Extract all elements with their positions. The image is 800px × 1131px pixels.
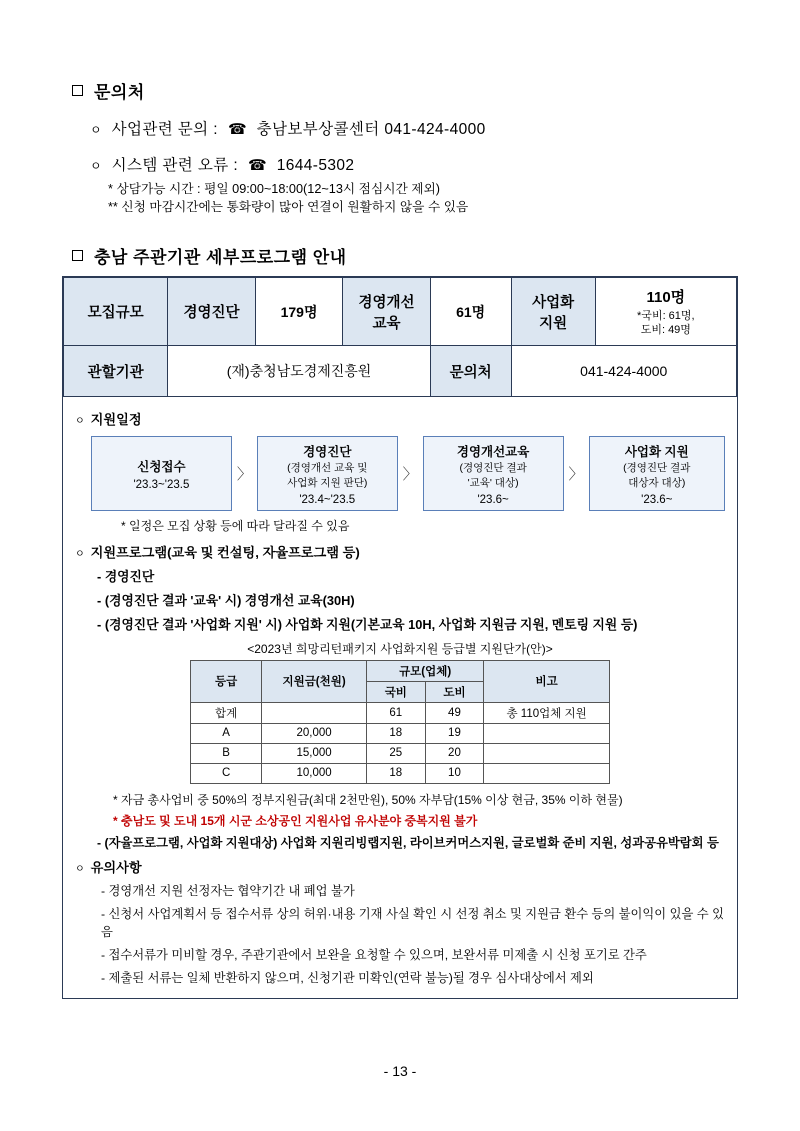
circle-bullet-icon: ㅇ bbox=[75, 416, 85, 428]
flow-step-2 bbox=[257, 436, 398, 510]
caution-title-row bbox=[75, 857, 725, 876]
grade-col-note: 비고 bbox=[484, 660, 610, 702]
grade-row-1-dobi: 19 bbox=[425, 723, 484, 743]
grade-row-3-amount: 10,000 bbox=[262, 763, 367, 783]
program-heading-label: 충남 주관기관 세부프로그램 안내 bbox=[94, 247, 347, 267]
grade-row-2-amount: 15,000 bbox=[262, 743, 367, 763]
grade-col-amount: 지원금(천원) bbox=[262, 660, 367, 702]
caution-item-3: - 접수서류가 미비할 경우, 주관기관에서 보완을 요청할 수 있으며, 보완서류 미제출 시 신청 포기로 간주 bbox=[101, 947, 647, 962]
flow-step-1-date: '23.3~'23.5 bbox=[133, 479, 190, 492]
square-bullet-icon bbox=[72, 250, 83, 261]
contact-heading-label: 문의처 bbox=[94, 83, 145, 102]
cell-diagnosis-count: 179명 bbox=[255, 277, 342, 346]
program-summary-table bbox=[63, 277, 737, 398]
contact-heading bbox=[72, 78, 738, 103]
cell-contact-value: 041-424-4000 bbox=[511, 346, 736, 397]
grade-row-1-grade: A bbox=[191, 723, 262, 743]
grade-row-2-gukbi: 25 bbox=[366, 743, 425, 763]
grade-col-grade: 등급 bbox=[191, 660, 262, 702]
contact-note-1: * 상담가능 시간 : 평일 09:00~18:00(12~13시 점심시간 제외) bbox=[108, 182, 440, 196]
caution-title: 유의사항 bbox=[90, 859, 142, 875]
support-star-note: * 자금 총사업비 중 50%의 정부지원금(최대 2천만원), 50% 자부담(15% 이상 현금, 35% 이하 현물) bbox=[113, 792, 623, 807]
table-row bbox=[64, 346, 737, 397]
flow-step-4-date: '23.6~ bbox=[641, 493, 673, 506]
square-bullet-icon bbox=[72, 85, 83, 96]
page-number: - 13 - bbox=[383, 1063, 417, 1079]
flow-arrow-icon: 〉 bbox=[402, 466, 418, 484]
contact-line-1 bbox=[90, 117, 738, 139]
support-autonomous: - (자율프로그램, 사업화 지원대상) 사업화 지원리빙랩지원, 라이브커머스지원, 글로벌화 준비 지원, 성과공유박람회 등 bbox=[97, 835, 719, 850]
grade-table bbox=[190, 660, 610, 784]
caution-item-4: - 제출된 서류는 일체 반환하지 않으며, 신청기관 미확인(연락 불능)될 경우 심사대상에서 제외 bbox=[101, 970, 594, 985]
table-row bbox=[191, 743, 610, 763]
grade-row-3-note bbox=[484, 763, 610, 783]
schedule-title-row bbox=[75, 409, 725, 428]
contact-notes bbox=[108, 180, 738, 217]
flow-step-2-sub: (경영개선 교육 및 사업화 지원 판단) bbox=[287, 462, 368, 489]
table-header-row bbox=[191, 660, 610, 681]
program-heading bbox=[72, 243, 738, 268]
support-star-note-red: * 충남도 및 도내 15개 시군 소상공인 지원사업 유사분야 중복지원 불가 bbox=[113, 813, 478, 828]
grade-row-0-gukbi: 61 bbox=[366, 702, 425, 723]
grade-row-1-gukbi: 18 bbox=[366, 723, 425, 743]
grade-row-0-dobi: 49 bbox=[425, 702, 484, 723]
cell-commercialization-label: 사업화 지원 bbox=[511, 277, 595, 346]
flow-step-4-title: 사업화 지원 bbox=[624, 445, 689, 460]
table-row bbox=[191, 702, 610, 723]
grade-col-scale: 규모(업체) bbox=[366, 660, 483, 681]
caution-item-2: - 신청서 사업계획서 등 접수서류 상의 허위·내용 기재 사실 확인 시 선정 취소 및 지원금 환수 등의 불이익이 있을 수 있음 bbox=[101, 906, 724, 939]
flow-step-1 bbox=[91, 436, 232, 510]
cell-diagnosis-label: 경영진단 bbox=[168, 277, 255, 346]
grade-row-0-grade: 합계 bbox=[191, 702, 262, 723]
cell-education-label: 경영개선 교육 bbox=[343, 277, 430, 346]
support-item-3: - (경영진단 결과 '사업화 지원' 시) 사업화 지원(기본교육 10H, 사업화 지원금 지원, 멘토링 지원 등) bbox=[97, 616, 638, 632]
commercialization-breakdown: *국비: 61명, 도비: 49명 bbox=[637, 309, 695, 337]
flow-step-3-title: 경영개선교육 bbox=[456, 445, 530, 460]
circle-bullet-icon: ㅇ bbox=[90, 159, 102, 173]
support-title-row bbox=[75, 542, 725, 561]
schedule-note: * 일정은 모집 상황 등에 따라 달라질 수 있음 bbox=[121, 518, 350, 533]
contact-line-1-label: 사업관련 문의 : bbox=[111, 121, 218, 138]
cell-recruit-scale: 모집규모 bbox=[64, 277, 168, 346]
support-title: 지원프로그램(교육 및 컨설팅, 자율프로그램 등) bbox=[90, 544, 360, 560]
flow-step-3 bbox=[423, 436, 564, 510]
grade-row-2-dobi: 20 bbox=[425, 743, 484, 763]
flow-step-3-sub: (경영진단 결과 '교육' 대상) bbox=[459, 462, 527, 489]
circle-bullet-icon: ㅇ bbox=[75, 863, 85, 875]
schedule-flow bbox=[91, 436, 725, 510]
caution-list bbox=[101, 881, 725, 986]
flow-step-4-sub: (경영진단 결과 대상자 대상) bbox=[623, 462, 691, 489]
grade-col-dobi: 도비 bbox=[425, 681, 484, 702]
grade-row-3-grade: C bbox=[191, 763, 262, 783]
phone-icon: ☎ bbox=[227, 121, 247, 138]
flow-arrow-icon: 〉 bbox=[236, 466, 252, 484]
grade-col-gukbi: 국비 bbox=[366, 681, 425, 702]
grade-row-1-note bbox=[484, 723, 610, 743]
cell-contact-label: 문의처 bbox=[430, 346, 511, 397]
circle-bullet-icon: ㅇ bbox=[75, 548, 85, 560]
contact-line-1-value: 충남보부상콜센터 041-424-4000 bbox=[256, 121, 486, 138]
flow-step-2-date: '23.4~'23.5 bbox=[299, 493, 356, 506]
support-item-2: - (경영진단 결과 '교육' 시) 경영개선 교육(30H) bbox=[97, 592, 355, 608]
caution-item-1: - 경영개선 지원 선정자는 협약기간 내 폐업 불가 bbox=[101, 883, 355, 898]
cell-commercialization-count bbox=[595, 277, 736, 346]
grade-row-1-amount: 20,000 bbox=[262, 723, 367, 743]
schedule-title: 지원일정 bbox=[90, 412, 142, 428]
flow-step-4 bbox=[589, 436, 725, 510]
program-box bbox=[62, 276, 738, 999]
cell-authority-label: 관할기관 bbox=[64, 346, 168, 397]
grade-row-0-note: 총 110업체 지원 bbox=[484, 702, 610, 723]
flow-step-1-title: 신청접수 bbox=[137, 460, 186, 475]
flow-arrow-icon: 〉 bbox=[568, 466, 584, 484]
phone-icon: ☎ bbox=[248, 157, 267, 174]
table-row bbox=[191, 763, 610, 783]
table-row bbox=[64, 277, 737, 346]
support-item-1: - 경영진단 bbox=[97, 568, 155, 584]
flow-step-3-date: '23.6~ bbox=[477, 493, 509, 506]
contact-note-2: ** 신청 마감시간에는 통화량이 많아 연결이 원활하지 않을 수 있음 bbox=[108, 200, 469, 215]
cell-authority-value: (재)충청남도경제진흥원 bbox=[168, 346, 430, 397]
contact-line-2 bbox=[90, 153, 738, 175]
contact-line-2-label: 시스템 관련 오류 : bbox=[111, 157, 239, 174]
flow-step-2-title: 경영진단 bbox=[303, 445, 352, 460]
table-row bbox=[191, 723, 610, 743]
commercialization-total: 110명 bbox=[646, 288, 686, 306]
contact-line-2-value: 1644-5302 bbox=[276, 157, 355, 174]
cell-education-count: 61명 bbox=[430, 277, 511, 346]
grade-row-0-amount bbox=[262, 702, 367, 723]
circle-bullet-icon: ㅇ bbox=[90, 123, 102, 137]
grade-row-2-note bbox=[484, 743, 610, 763]
grade-row-3-gukbi: 18 bbox=[366, 763, 425, 783]
grade-row-2-grade: B bbox=[191, 743, 262, 763]
grade-row-3-dobi: 10 bbox=[425, 763, 484, 783]
program-body bbox=[63, 397, 737, 997]
grade-table-caption: <2023년 희망리턴패키지 사업화지원 등급별 지원단가(안)> bbox=[247, 641, 553, 656]
